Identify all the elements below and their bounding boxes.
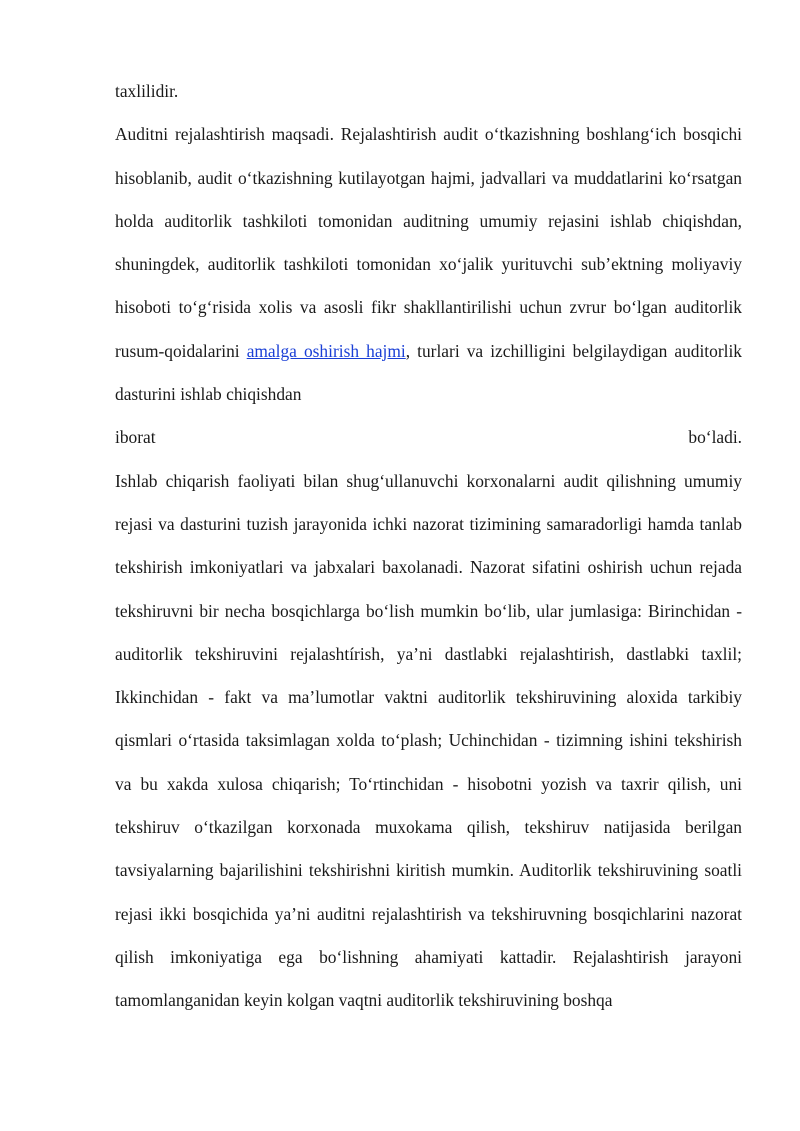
amalga-oshirish-link[interactable]: amalga oshirish hajmi (246, 340, 406, 361)
paragraph-intro: taxlilidir. (115, 81, 179, 101)
paragraph-text-continued: , turlari va izchilligini belgilaydigan auditorlik dasturini ishlab chiqishdan (115, 340, 742, 405)
paragraph-text: Auditni rejalashtirish maqsadi. Rejalashtirish audit o‘tkazishning boshlang‘ich bosqichi hisoblanib, audit o‘tkazishning kutilayotgan hajmi, jadvallari va muddatlarini ko‘rsatgan holda auditorlik tashkiloti tomonidan auditning umumiy rejasini ishlab chiqishdan, shuningdek, auditorlik tashkiloti tomonidan xo‘jalik yurituvchi sub’ektning moliyaviy hisoboti to‘g‘risida xolis va asosli fikr shakllantirilishi uchun zvrur bo‘lgan auditorlik rusum-qoidalarini (115, 124, 742, 361)
paragraph-production-audit: Ishlab chiqarish faoliyati bilan shug‘ullanuvchi korxonalarni audit qilishning umumiy rejasi va dasturini tuzish jarayonida ichki nazorat tizimining samaradorligi hamda tanlab tekshirish imkoniyatlari va jabxalari baxolanadi. Nazorat sifatini oshirish uchun rejada tekshiruvni bir necha bosqichlarga bo‘lish mumkin bo‘lib, ular jumlasiga: Birinchidan - auditorlik tekshiruvini rejalashtírish, ya’ni dastlabki rejalashtirish, dastlabki taxlil; Ikkinchidan - fakt va ma’lumotlar vaktni auditorlik tekshiruvining aloxida tarkibiy qismlari o‘rtasida taksimlagan xolda to‘plash; Uchinchidan - tizimning ishini tekshirish va bu xakda xulosa chiqarish; To‘rtinchidan - hisobotni yozish va taxrir qilish, uni tekshiruv o‘tkazilgan korxonada muxokama qilish, tekshiruv natijasida berilgan tavsiyalarning bajarilishini tekshirishni kiritish mumkin. Auditorlik tekshiruvining soatli rejasi ikki bosqichida ya’ni auditni rejalashtirish va tekshiruvning bosqichlarini nazorat qilish imkoniyatiga ega bo‘lishning ahamiyati kattadir. Rejalashtirish jarayoni tamomlanganidan keyin kolgan vaqtni auditorlik tekshiruvining boshqa (115, 470, 742, 1011)
final-line-right-word: bo‘ladi. (688, 427, 742, 448)
paragraph-final-line (115, 416, 742, 459)
final-line-left-word: iborat (115, 427, 156, 448)
paragraph-planning-purpose (115, 113, 742, 416)
document-page (115, 70, 742, 1023)
